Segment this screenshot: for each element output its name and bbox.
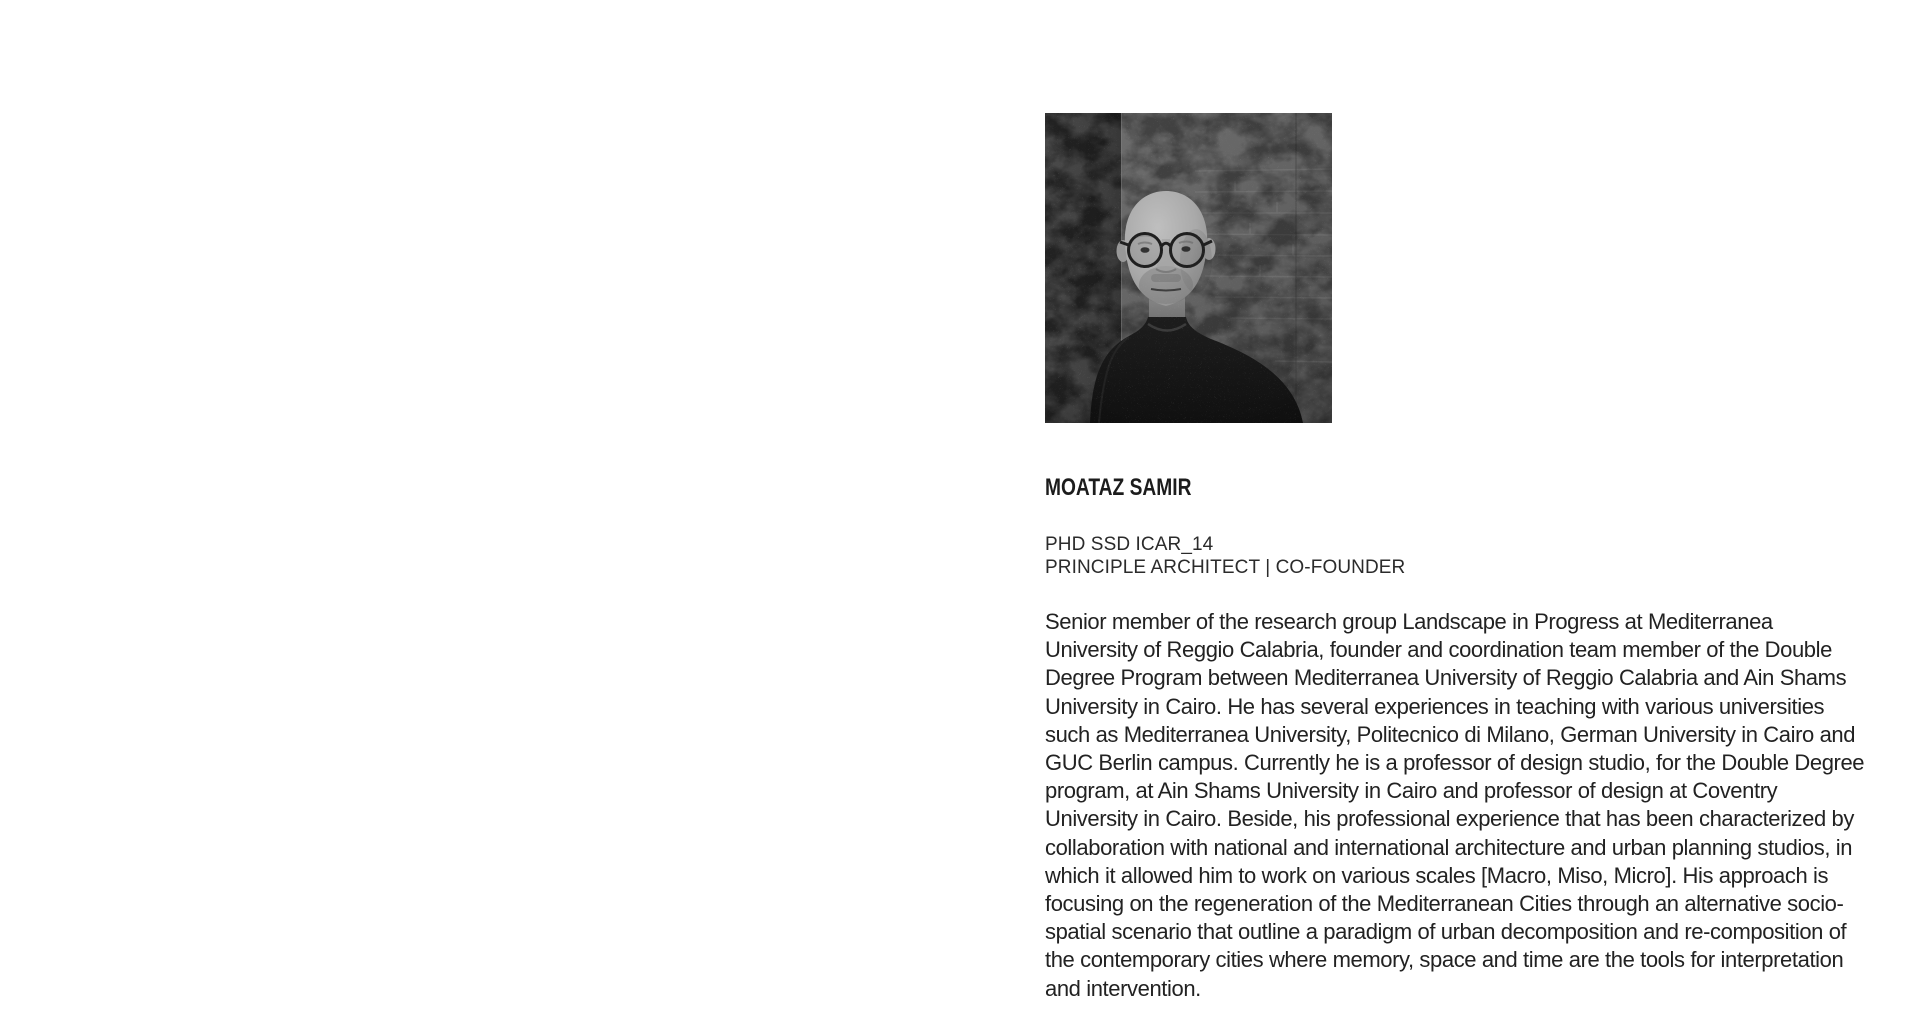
- profile-section: [1045, 113, 1867, 1003]
- profile-photo: [1045, 113, 1332, 423]
- profile-bio: Senior member of the research group Landscape in Progress at Mediterranea University of Reggio Calabria, founder and coordination team member of the Double Degree Program between Mediterranea University of Reggio Calabria and Ain Shams University in Cairo. He has several experiences in teaching with various universities such as Mediterranea University, Politecnico di Milano, German University in Cairo and GUC Berlin campus. Currently he is a professor of design studio, for the Double Degree program, at Ain Shams University in Cairo and professor of design at Coventry University in Cairo. Beside, his professional experience that has been characterized by collaboration with national and international architecture and urban planning studios, in which it allowed him to work on various scales [Macro, Miso, Micro]. His approach is focusing on the regeneration of the Mediterranean Cities through an alternative socio-spatial scenario that outline a paradigm of urban decomposition and re-composition of the contemporary cities where memory, space and time are the tools for interpretation and intervention.: [1045, 609, 1865, 1001]
- credential-role: PRINCIPLE ARCHITECT | CO-FOUNDER: [1045, 557, 1406, 578]
- profile-name: MOATAZ SAMIR: [1045, 474, 1192, 501]
- profile-credentials: [1045, 533, 1867, 579]
- portrait-photo-graphic: [1045, 113, 1332, 423]
- credential-degree: PHD SSD ICAR_14: [1045, 534, 1214, 555]
